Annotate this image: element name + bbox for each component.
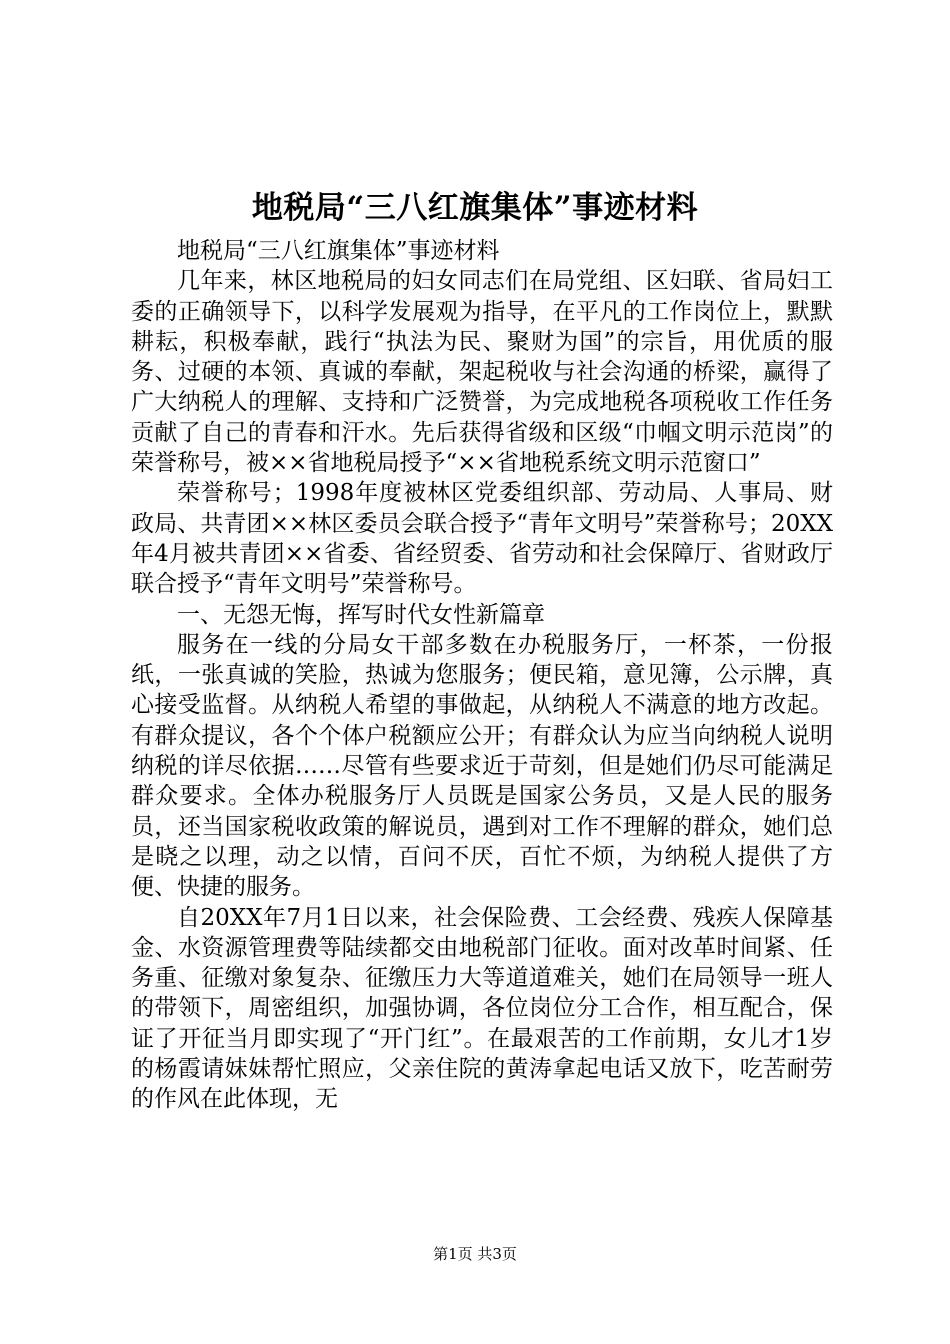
page-footer: 第1页 共3页 [433,1245,517,1263]
paragraph-subtitle: 地税局“三八红旗集体”事迹材料 [177,238,500,264]
paragraph-intro: 几年来，林区地税局的妇女同志们在局党组、区妇联、省局妇工委的正确领导下，以科学发展观为指导，在平凡的工作岗位上，默默耕耘，积极奉献，践行“执法为民、聚财为国”的宗旨，用优质的服务、过硬的本领、真诚的奉献，架起税收与社会沟通的桥梁，赢得了广大纳税人的理解、支持和广泛赞誉，为完成地税各项税收工作任务贡献了自己的青春和汗水。先后获得省级和区级“巾帼文明示范岗”的荣誉称号，被××省地税局授予“××省地税系统文明示范窗口” [131,268,833,477]
document-title: 地税局“三八红旗集体”事迹材料 [251,190,699,226]
document-body [131,236,833,1115]
paragraph-reform: 自20XX年7月1日以来，社会保险费、工会经费、残疾人保障基金、水资源管理费等陆续都交由地税部门征收。面对改革时间紧、任务重、征缴对象复杂、征缴压力大等道道难关，她们在局领导一班人的带领下，周密组织，加强协调，各位岗位分工合作，相互配合，保证了开征当月即实现了“开门红”。在最艰苦的工作前期，女儿才1岁的杨霞请妹妹帮忙照应，父亲住院的黄涛拿起电话又放下，吃苦耐劳的作风在此体现，无 [131,904,833,1113]
paragraph-honors: 荣誉称号；1998年度被林区党委组织部、劳动局、人事局、财政局、共青团××林区委员会联合授予“青年文明号”荣誉称号；20XX年4月被共青团××省委、省经贸委、省劳动和社会保障厅、省财政厅联合授予“青年文明号”荣誉称号。 [131,480,833,598]
section-heading-1: 一、无怨无悔，挥写时代女性新篇章 [177,601,545,628]
paragraph-service: 服务在一线的分局女干部多数在办税服务厅，一杯茶，一份报纸，一张真诚的笑脸，热诚为您服务；便民箱，意见簿，公示牌，真心接受监督。从纳税人希望的事做起，从纳税人不满意的地方改起。有群众提议，各个个体户税额应公开；有群众认为应当向纳税人说明纳税的详尽依据……尽管有些要求近于苛刻，但是她们仍尽可能满足群众要求。全体办税服务厅人员既是国家公务员，又是人民的服务员，还当国家税收政策的解说员，遇到对工作不理解的群众，她们总是晓之以理，动之以情，百问不厌，百忙不烦，为纳税人提供了方便、快捷的服务。 [131,631,833,901]
